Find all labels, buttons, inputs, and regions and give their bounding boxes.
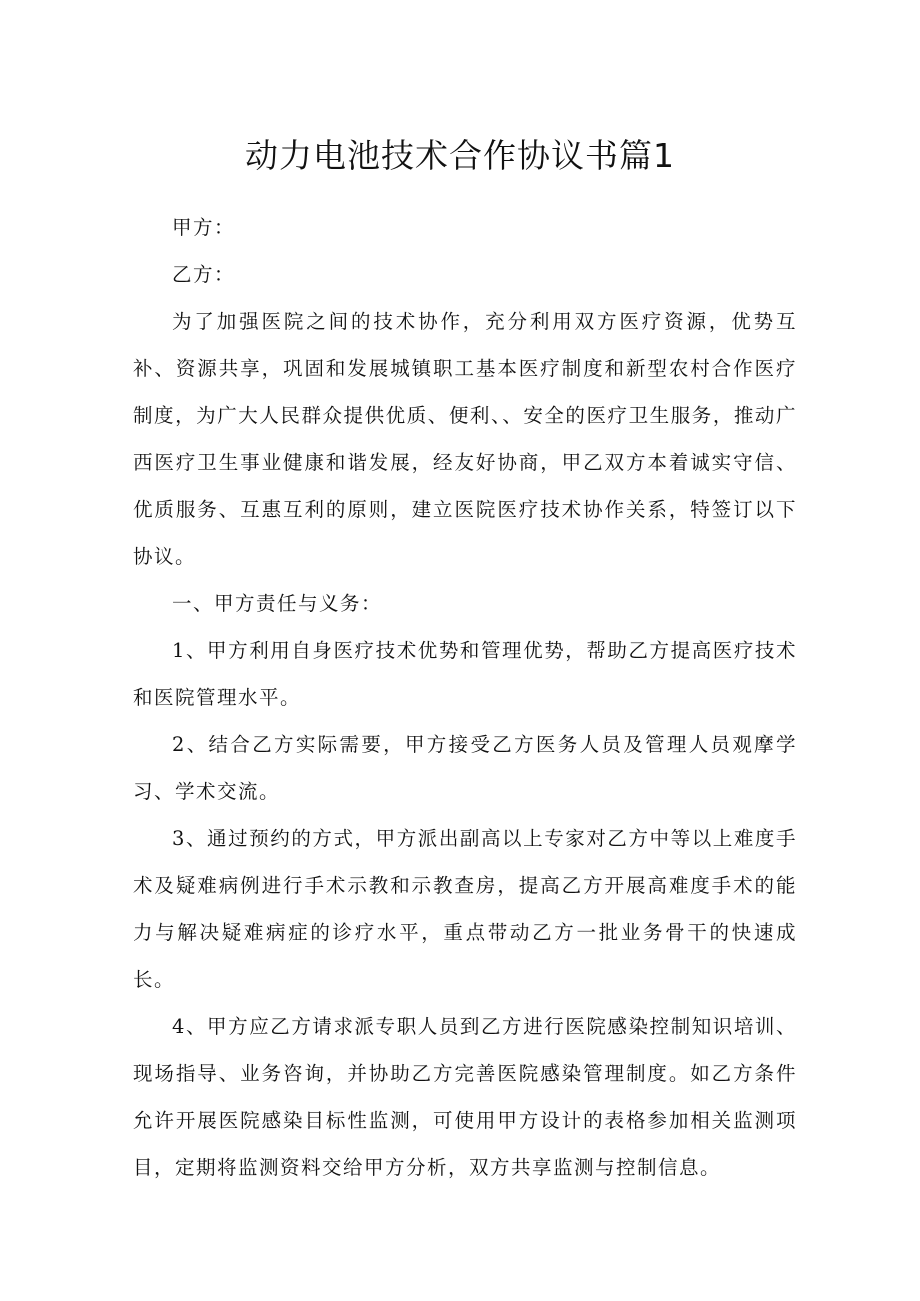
clause-1: 1、甲方利用自身医疗技术优势和管理优势，帮助乙方提高医疗技术和医院管理水平。 <box>133 639 797 709</box>
document-body <box>133 204 797 1191</box>
clause-4: 4、甲方应乙方请求派专职人员到乙方进行医院感染控制知识培训、现场指导、业务咨询，并协助乙方完善医院感染管理制度。如乙方条件允许开展医院感染目标性监测，可使用甲方设计的表格参加相关监测项目，定期将监测资料交给甲方分析，双方共享监测与控制信息。 <box>133 1015 797 1179</box>
party-b-line: 乙方： <box>172 263 236 286</box>
clause-3: 3、通过预约的方式，甲方派出副高以上专家对乙方中等以上难度手术及疑难病例进行手术示教和示教查房，提高乙方开展高难度手术的能力与解决疑难病症的诊疗水平，重点带动乙方一批业务骨干的快速成长。 <box>133 827 797 991</box>
preamble-paragraph: 为了加强医院之间的技术协作，充分利用双方医疗资源，优势互补、资源共享，巩固和发展城镇职工基本医疗制度和新型农村合作医疗制度，为广大人民群众提供优质、便利、、安全的医疗卫生服务，推动广西医疗卫生事业健康和谐发展，经友好协商，甲乙双方本着诚实守信、优质服务、互惠互利的原则，建立医院医疗技术协作关系，特签订以下协议。 <box>133 310 797 568</box>
party-a-line: 甲方： <box>172 216 236 239</box>
clause-2: 2、结合乙方实际需要，甲方接受乙方医务人员及管理人员观摩学习、学术交流。 <box>133 733 797 803</box>
section-heading: 一、甲方责任与义务： <box>172 592 383 615</box>
document-title: 动力电池技术合作协议书篇1 <box>245 136 675 175</box>
